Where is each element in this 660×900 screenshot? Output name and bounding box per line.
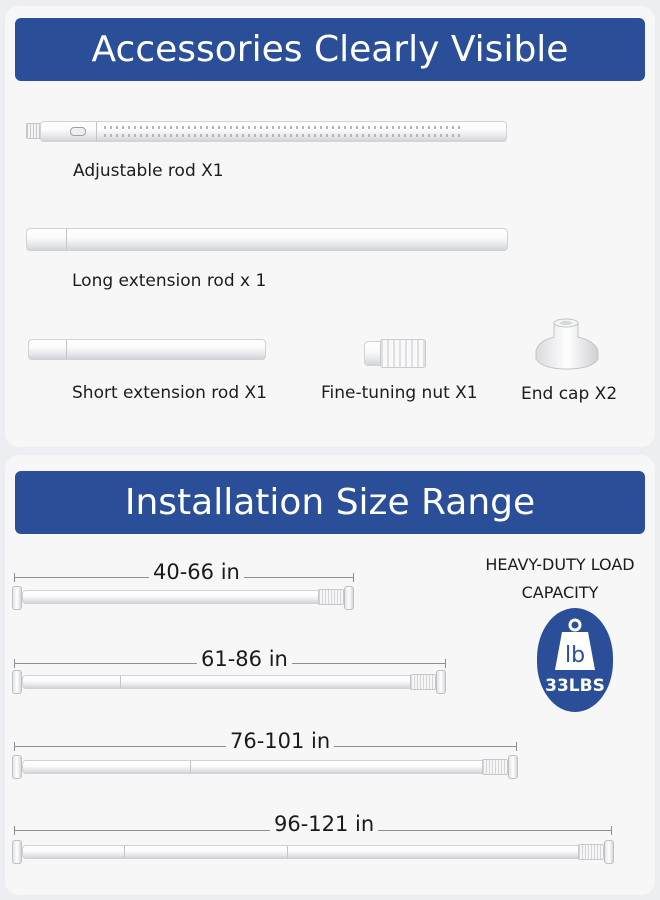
rod-grip [482,759,508,775]
dimension-tick [353,573,354,582]
rod-seam [96,122,97,141]
end-cap-icon [532,313,602,373]
dimension-tick [14,659,15,668]
rod-body [22,590,352,604]
fine-tuning-nut-label: Fine-tuning nut X1 [321,383,478,403]
installation-title: Installation Size Range [15,471,645,534]
lock-button-icon [70,127,86,136]
load-capacity-value: 33LBS [545,676,605,696]
end-cap-right [436,670,446,694]
nut-body [380,339,426,368]
rod-seam [66,229,67,250]
load-capacity-line1: HEAVY-DUTY LOAD [485,555,635,574]
end-cap-left [12,755,22,779]
end-cap-label: End cap X2 [521,384,618,404]
rod-body [22,760,514,774]
end-cap-right [604,840,614,864]
rod-grip [318,589,344,605]
end-cap-left [12,586,22,610]
end-cap-right [344,586,354,610]
dimension-tick [14,742,15,751]
dimension-tick [14,826,15,835]
rod-grip [578,844,604,860]
rod-body [22,845,610,859]
end-cap-left [12,670,22,694]
adjustable-rod-label: Adjustable rod X1 [73,161,224,181]
dimension-tick [611,826,612,835]
accessories-title: Accessories Clearly Visible [15,18,645,81]
weight-symbol: lb [564,643,586,668]
rod-seam [190,761,191,773]
long-extension-rod-label: Long extension rod x 1 [72,271,267,291]
size-range-label: 96-121 in [270,812,378,836]
rod-seam [124,846,125,858]
accessories-panel [5,6,655,447]
dimension-tick [445,659,446,668]
rod-grip [410,674,436,690]
end-cap-left [12,840,22,864]
size-range-label: 76-101 in [226,729,334,753]
size-range-label: 40-66 in [149,560,244,584]
rod-seam [120,676,121,688]
adjust-holes-top [104,126,464,129]
rod-body [22,675,442,689]
short-extension-rod-label: Short extension rod X1 [72,383,267,403]
short-rod-body [28,339,266,360]
dimension-tick [14,573,15,582]
dimension-tick [516,742,517,751]
size-range-label: 61-86 in [197,647,292,671]
load-capacity-line2: CAPACITY [521,583,599,602]
weight-icon [553,618,597,672]
end-cap-right [508,755,518,779]
rod-seam [66,340,67,359]
adjust-holes-bottom [104,134,464,137]
rod-seam [287,846,288,858]
long-rod-body [26,228,508,251]
adjustable-rod-body [40,121,507,142]
